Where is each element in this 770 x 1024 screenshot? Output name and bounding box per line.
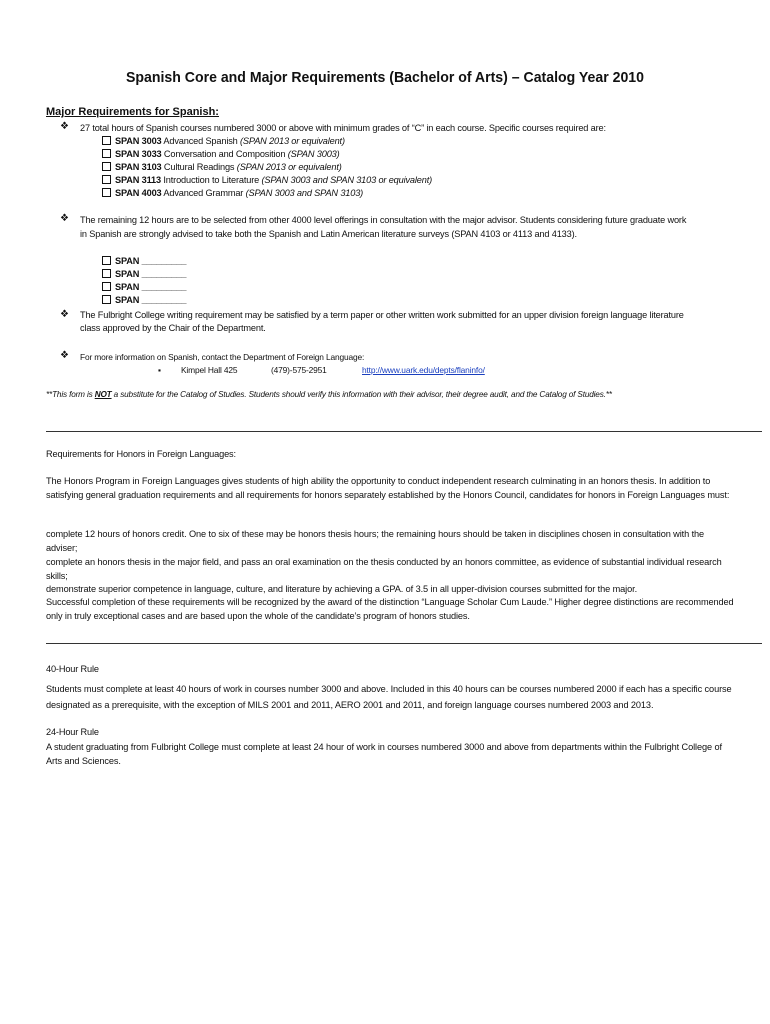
square-bullet-icon: ▪ (158, 365, 161, 375)
span-blank-item: SPAN _________ (102, 294, 186, 307)
checkbox-icon (102, 162, 111, 171)
course-item: SPAN 4003 Advanced Grammar (SPAN 3003 and SPAN 3103) (102, 187, 363, 200)
req4-text: For more information on Spanish, contact the Department of Foreign Language: (80, 352, 365, 362)
department-link[interactable]: http://www.uark.edu/depts/flaninfo/ (362, 365, 485, 375)
diamond-bullet-icon: ❖ (60, 213, 69, 224)
course-item: SPAN 3113 Introduction to Literature (SPAN 3003 and SPAN 3103 or equivalent) (102, 174, 432, 187)
rule24-text: A student graduating from Fulbright College must complete at least 24 hour of work in courses numbered 3000 and above from departments within the Fulbright College of Arts and Sciences. (46, 742, 722, 766)
checkbox-icon (102, 136, 111, 145)
honors-intro: The Honors Program in Foreign Languages gives students of high ability the opportunity to conduct independent research culminating in an honors thesis. In addition to satisfying general graduation requirements and all requirements for honors separately established by the Honors Council, candidates for honors in Foreign Languages must: (46, 476, 730, 500)
span-blank-item: SPAN _________ (102, 255, 186, 268)
divider (46, 643, 762, 644)
honors-heading: Requirements for Honors in Foreign Languages: (46, 449, 236, 459)
checkbox-icon (102, 149, 111, 158)
diamond-bullet-icon: ❖ (60, 350, 69, 361)
contact-phone: (479)-575-2951 (271, 365, 327, 375)
req1-text: 27 total hours of Spanish courses numbered 3000 or above with minimum grades of “C” in each course. Specific courses required are: (80, 123, 606, 133)
course-item: SPAN 3103 Cultural Readings (SPAN 2013 or equivalent) (102, 161, 342, 174)
honors-item: complete 12 hours of honors credit. One to six of these may be honors thesis hours; the remaining hours should be taken in disciplines chosen in consultation with the adviser; (46, 529, 705, 553)
checkbox-icon (102, 295, 111, 304)
honors-item: Successful completion of these requirements will be recognized by the award of the distinction “Language Scholar Cum Laude.” Higher degree distinctions are recommended only in truly exceptional cases and are based upon the whole of the candidate’s program of honors studies. (46, 597, 734, 621)
req3-line1: The Fulbright College writing requirement may be satisfied by a term paper or other written work submitted for an upper division foreign language literature (80, 310, 684, 320)
req2-line1: The remaining 12 hours are to be selected from other 4000 level offerings in consultation with the major advisor. Students considering future graduate work (80, 215, 687, 225)
checkbox-icon (102, 188, 111, 197)
rule40-heading: 40-Hour Rule (46, 664, 99, 674)
major-requirements-heading: Major Requirements for Spanish: (46, 106, 219, 118)
checkbox-icon (102, 282, 111, 291)
span-blank-item: SPAN _________ (102, 281, 186, 294)
diamond-bullet-icon: ❖ (60, 121, 69, 132)
disclaimer: **This form is NOT a substitute for the Catalog of Studies. Students should verify this information with their advisor, their degree audit, and the Catalog of Studies.** (46, 390, 612, 399)
checkbox-icon (102, 269, 111, 278)
checkbox-icon (102, 175, 111, 184)
honors-item: demonstrate superior competence in language, culture, and literature by achieving a GPA. of 3.5 in all upper-division courses submitted for the major. (46, 584, 638, 594)
rule24-heading: 24-Hour Rule (46, 727, 99, 737)
req3-line2: class approved by the Chair of the Department. (80, 323, 266, 333)
course-item: SPAN 3033 Conversation and Composition (SPAN 3003) (102, 148, 340, 161)
span-blank-item: SPAN _________ (102, 268, 186, 281)
checkbox-icon (102, 256, 111, 265)
divider (46, 431, 762, 432)
diamond-bullet-icon: ❖ (60, 309, 69, 320)
honors-item: complete an honors thesis in the major field, and pass an oral examination on the thesis conducted by an honors committee, as evidence of substantial individual research skills; (46, 557, 722, 581)
req2-line2: in Spanish are strongly advised to take both the Spanish and Latin American literature surveys (SPAN 4103 or 4113 and 4133). (80, 229, 577, 239)
page-title: Spanish Core and Major Requirements (Bachelor of Arts) – Catalog Year 2010 (126, 69, 644, 86)
course-item: SPAN 3003 Advanced Spanish (SPAN 2013 or equivalent) (102, 135, 345, 148)
rule40-text: Students must complete at least 40 hours of work in courses number 3000 and above. Included in this 40 hours can be courses numbered 2000 if each has a specific course designated as a prerequisite, with the exception of MILS 2001 and 2011, AERO 2001 and 2011, and foreign language courses numbered 2003 and 2013. (46, 684, 732, 710)
contact-location: Kimpel Hall 425 (181, 365, 238, 375)
